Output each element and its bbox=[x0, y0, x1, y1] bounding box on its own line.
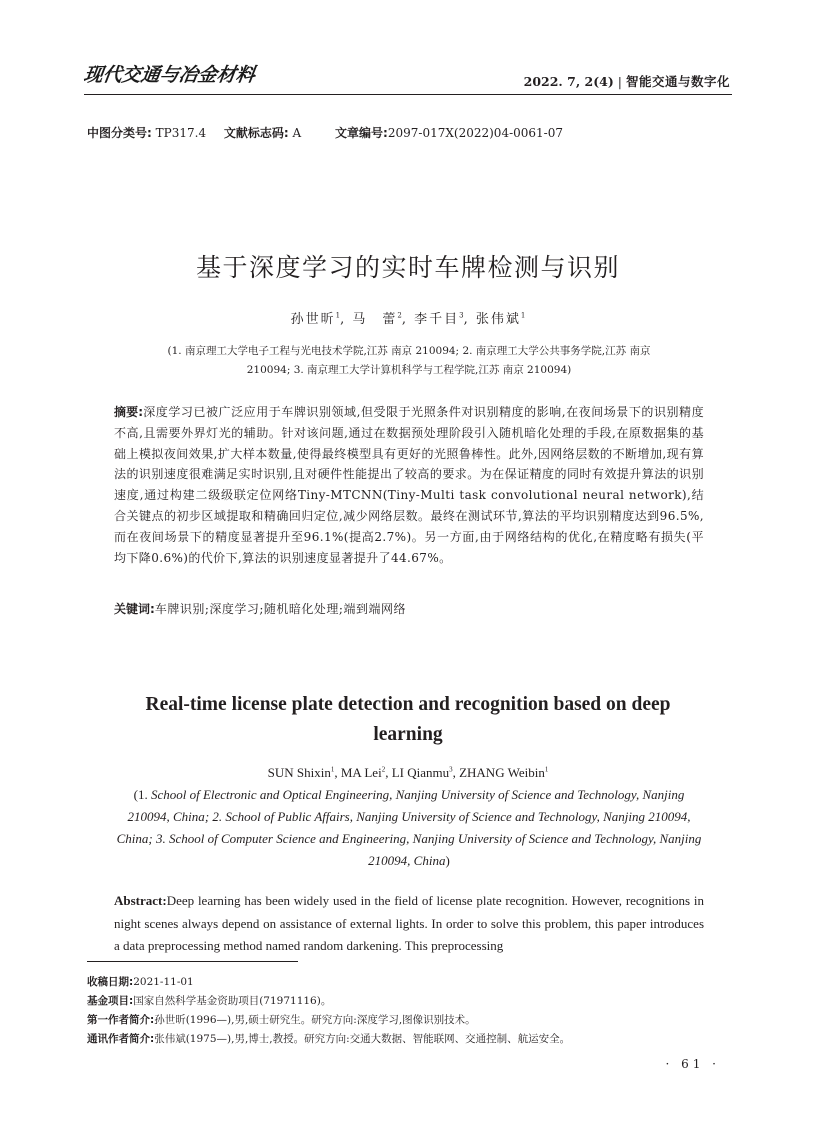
footnote-rule bbox=[87, 961, 298, 962]
author-sup: 1 bbox=[544, 765, 549, 774]
author-sup: 1 bbox=[330, 765, 335, 774]
author-name: MA Lei bbox=[340, 765, 382, 780]
footnote-first-author bbox=[87, 1011, 570, 1030]
affiliation-line: (1. 南京理工大学电子工程与光电技术学院,江苏 南京 210094; 2. 南京理工大学公共事务学院,江苏 南京 bbox=[167, 345, 651, 357]
affil-open: (1. bbox=[133, 787, 151, 802]
affiliations-zh bbox=[112, 342, 706, 379]
abstract-label-en: Abstract: bbox=[114, 893, 167, 908]
article-no-value: 2097-017X(2022)04-0061-07 bbox=[387, 126, 563, 140]
affiliation-line: 210094; 3. 南京理工大学计算机科学与工程学院,江苏 南京 210094) bbox=[246, 363, 572, 376]
author-name: 孙世昕 bbox=[290, 312, 336, 327]
header-rule bbox=[84, 94, 732, 95]
clc-value: TP317.4 bbox=[155, 126, 207, 140]
affil-1-location: , Nanjing University of Science and Technology, Nanjing 210094, China bbox=[127, 787, 685, 824]
author-sup: 2 bbox=[381, 765, 386, 774]
affil-close: ) bbox=[445, 853, 450, 868]
footnote-received bbox=[87, 973, 570, 992]
abstract-label-zh: 摘要: bbox=[114, 405, 144, 419]
journal-logo: 现代交通与冶金材料 bbox=[82, 64, 257, 86]
author-name: SUN Shixin bbox=[267, 765, 331, 780]
author-list-en bbox=[0, 765, 816, 781]
affiliations-en bbox=[114, 784, 704, 872]
affil-1: School of Electronic and Optical Engineering bbox=[150, 787, 390, 802]
corr-author-value: 张伟斌(1975—),男,博士,教授。研究方向:交通大数据、智能联网、交通控制、航运安全。 bbox=[154, 1033, 571, 1045]
author-name: 张伟斌 bbox=[475, 312, 521, 327]
abstract-zh bbox=[114, 402, 704, 568]
author-sup: 2 bbox=[397, 311, 402, 320]
author-name: ZHANG Weibin bbox=[459, 765, 545, 780]
author-name: LI Qianmu bbox=[391, 765, 450, 780]
keywords-zh bbox=[114, 600, 704, 617]
header-separator: | bbox=[617, 74, 622, 89]
issue-number: 2022. 7, 2(4) bbox=[523, 74, 614, 89]
issue-info bbox=[524, 72, 730, 90]
doc-code-value: A bbox=[292, 126, 302, 140]
author-name: 马 蕾 bbox=[352, 312, 398, 327]
clc-label: 中图分类号: bbox=[87, 126, 152, 140]
doc-code-label: 文献标志码: bbox=[223, 126, 289, 140]
author-separator: , bbox=[452, 765, 460, 780]
author-sup: 3 bbox=[459, 311, 464, 320]
author-separator: , bbox=[340, 312, 353, 327]
fund-label: 基金项目: bbox=[87, 995, 134, 1007]
author-separator: , bbox=[463, 312, 476, 327]
author-sup: 1 bbox=[335, 311, 341, 320]
footnote-corresponding-author bbox=[87, 1030, 570, 1049]
author-sup: 1 bbox=[520, 311, 526, 320]
affil-2: ; 2. School of Public Affairs, Nanjing University of Science and Technology, Nanjing 210094, China bbox=[116, 809, 691, 846]
received-label: 收稿日期: bbox=[87, 976, 134, 988]
corr-author-label: 通讯作者简介: bbox=[87, 1033, 155, 1045]
abstract-text-zh: 深度学习已被广泛应用于车牌识别领域,但受限于光照条件对识别精度的影响,在夜间场景下的识别精度不高,且需要外界灯光的辅助。针对该问题,通过在数据预处理阶段引入随机暗化处理的手段,在原数据集的基础上模拟夜间效果,扩大样本数量,使得最终模型具有更好的光照鲁棒性。此外,因网络层数的不断增加,现有算法的识别速度很难满足实时识别,且对硬件性能提出了较高的要求。为在保证精度的同时有效提升算法的识别速度,通过构建二级级联定位网络Tiny-MTCNN(Tiny-Multi task convolutional neural network),结合关键点的初步区域提取和精确回归定位,减少网络层数。最终在测试环节,算法的平均识别精度达到96.5%,而在夜间场景下的精度显著提升至96.1%(提高2.7%)。另一方面,由于网络结构的优化,在精度略有损失(平均下降0.6%)的代价下,算法的识别速度显著提升了44.67%。 bbox=[114, 405, 704, 565]
first-author-label: 第一作者简介: bbox=[87, 1014, 155, 1026]
paper-title-zh: 基于深度学习的实时车牌检测与识别 bbox=[195, 253, 620, 282]
author-separator: , bbox=[385, 765, 392, 780]
classification-line bbox=[87, 124, 563, 141]
author-separator: , bbox=[334, 765, 341, 780]
affil-3: ; 3. School of Computer Science and Engineering, Nanjing University of Science and Technology, Nanjing 210094, China bbox=[148, 831, 702, 868]
paper-title-en: Real-time license plate detection and recognition based on deep learning bbox=[145, 694, 671, 745]
author-list-zh bbox=[0, 308, 816, 327]
author-separator: , bbox=[401, 312, 415, 327]
author-name: 李千目 bbox=[414, 312, 460, 327]
article-no-label: 文章编号: bbox=[335, 126, 388, 140]
keywords-text-zh: 车牌识别;深度学习;随机暗化处理;端到端网络 bbox=[154, 602, 406, 616]
footnotes bbox=[87, 973, 570, 1049]
fund-value: 国家自然科学基金资助项目(71971116)。 bbox=[133, 995, 332, 1007]
first-author-value: 孙世昕(1996—),男,硕士研究生。研究方向:深度学习,图像识别技术。 bbox=[154, 1014, 476, 1026]
abstract-text-en: Deep learning has been widely used in the field of license plate recognition. However, recognitions in night scenes always depend on assistance of external lights. In order to solve this problem, this paper introduces a data preprocessing method named random darkening. This preprocessing bbox=[114, 893, 704, 953]
page-number: · 61 · bbox=[665, 1057, 720, 1071]
received-value: 2021-11-01 bbox=[133, 976, 194, 988]
keywords-label-zh: 关键词: bbox=[114, 602, 155, 616]
column-name: 智能交通与数字化 bbox=[625, 74, 730, 89]
author-sup: 3 bbox=[449, 765, 453, 774]
footnote-fund bbox=[87, 992, 570, 1011]
abstract-en bbox=[114, 890, 704, 958]
